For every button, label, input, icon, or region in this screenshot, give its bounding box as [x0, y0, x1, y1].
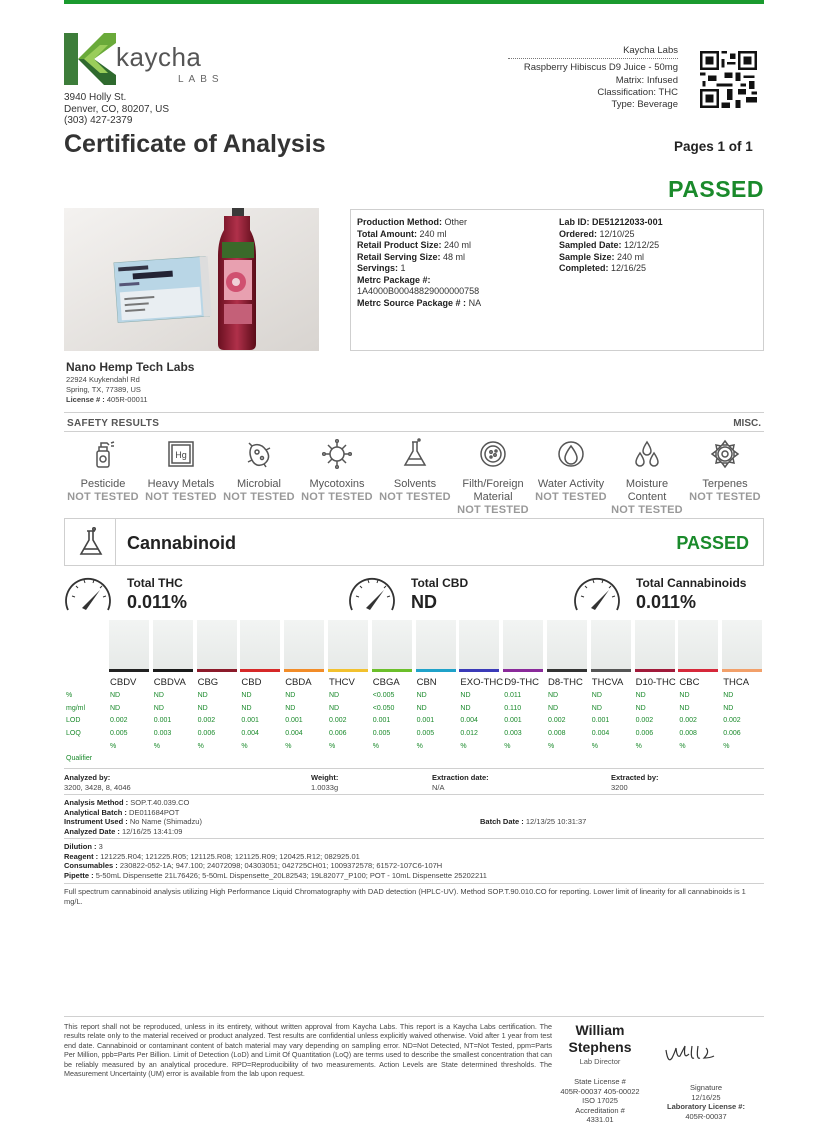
analyte-cell-loq: 0.005 [372, 730, 391, 737]
analyte-bar [416, 620, 456, 672]
row-label: % [66, 692, 73, 699]
analyte-cell-lod: 0.002 [110, 717, 128, 724]
analyte-cell-mgml: ND [591, 705, 602, 712]
pipette-label: Pipette : [64, 870, 94, 880]
analyte-cell-mgml: ND [548, 705, 559, 712]
batch-date [480, 817, 586, 827]
analyte-cell-pct: ND [153, 692, 164, 699]
analyte-color-line [591, 669, 631, 672]
analyte-cell-mgml: ND [416, 705, 427, 712]
completed-label: Completed: [559, 263, 609, 273]
analyte-color-line [197, 669, 237, 672]
divider [64, 794, 764, 795]
dilution-value: 3 [98, 842, 103, 851]
signature-label: Signature [689, 1083, 723, 1092]
analyte-cell-pct: ND [679, 692, 690, 699]
consumables-value: 230822-052-1A; 947.100; 24072098; 04303051; 042725CH01; 1009372578; 61572-107C6-107H [119, 861, 443, 870]
safety-status: NOT TESTED [145, 491, 217, 503]
weight-label: Weight: [311, 773, 339, 782]
analyte-cell-unit: % [635, 743, 642, 750]
divider [64, 768, 764, 769]
qr-code-icon[interactable] [700, 51, 757, 108]
lab-phone: (303) 427-2379 [64, 115, 133, 126]
virus-icon [321, 438, 353, 470]
spray-bottle-icon [87, 438, 119, 470]
analyte-cell-unit: % [285, 743, 292, 750]
total-cbd-value: ND [411, 592, 437, 612]
analyzed-by-value: 3200, 3428, 8, 4046 [64, 782, 131, 792]
safety-status: NOT TESTED [223, 491, 295, 503]
signer-first-name: William [575, 1022, 625, 1038]
extraction-value: N/A [432, 782, 445, 792]
analyte-cell-loq: 0.003 [153, 730, 172, 737]
client-address [66, 375, 148, 405]
analyte-bar [678, 620, 718, 672]
analyte-cell-loq: 0.004 [285, 730, 303, 737]
safety-status: NOT TESTED [457, 504, 529, 516]
analyte-name: CBGA [372, 677, 400, 688]
accreditation-label: Accreditation # [575, 1105, 625, 1115]
method-note: Full spectrum cannabinoid analysis utilizing High Performance Liquid Chromatography with DAD detection (HPLC-UV). Method SOP.T.90.010.CO for reporting. Lower limit of linearity for all cannabinoids is 1 mg/L. [64, 887, 746, 906]
signer-name [560, 1022, 640, 1056]
sampled-label: Sampled Date: [559, 240, 622, 250]
analyte-color-line [284, 669, 324, 672]
analyte-cell-pct: ND [635, 692, 646, 699]
analyte-cell-lod: 0.001 [591, 717, 610, 724]
sample-info-box [350, 209, 764, 351]
analyte-cell-unit: % [110, 743, 117, 750]
analyte-name: CBD [241, 677, 262, 688]
analyte-cell-pct: 0.011 [504, 692, 522, 699]
analyte-color-line [416, 669, 456, 672]
gauge-icon [62, 572, 114, 616]
analyte-cell-loq: 0.006 [197, 730, 216, 737]
analyzed-by-label: Analyzed by: [64, 773, 111, 782]
analyte-color-line [153, 669, 193, 672]
analyte-bar [153, 620, 193, 672]
safety-item-filth [454, 438, 532, 517]
retail-size-label: Retail Product Size: [357, 240, 442, 250]
analyte-bar [284, 620, 324, 672]
analyte-cell-pct: ND [460, 692, 471, 699]
divider [64, 883, 764, 884]
servings-label: Servings: [357, 263, 399, 273]
safety-results-heading: SAFETY RESULTS [67, 418, 160, 429]
lab-street: 3940 Holly St. [64, 92, 127, 103]
serving-size-label: Retail Serving Size: [357, 251, 441, 262]
extraction-date [432, 773, 489, 792]
ordered-value: 12/10/25 [599, 228, 635, 239]
serving-size-value: 48 ml [443, 251, 466, 262]
analyte-name: THCV [329, 677, 355, 688]
state-license-label: State License # [574, 1077, 626, 1086]
analyte-cell-unit: % [504, 743, 511, 750]
analyte-cell-unit: % [591, 743, 599, 750]
analyte-cell-lod: 0.002 [679, 717, 697, 724]
analyte-bar [197, 620, 237, 672]
analyte-name: D8-THC [548, 677, 583, 688]
row-label: mg/ml [66, 705, 86, 712]
consumables-label: Consumables : [64, 861, 118, 870]
sample-info-right [559, 217, 663, 275]
lab-id-label: Lab ID: [559, 217, 590, 227]
safety-label: Moisture Content [625, 478, 669, 503]
signer-role: Lab Director [579, 1057, 621, 1066]
lab-address [64, 92, 169, 127]
lab-city: Denver, CO, 80207, US [64, 103, 170, 115]
analyzed-by [64, 773, 131, 792]
analyte-cell-lod: 0.001 [153, 717, 172, 724]
safety-status: NOT TESTED [535, 491, 607, 503]
analyte-color-line [372, 669, 412, 672]
product-name: Raspberry Hibiscus D9 Juice - 50mg [523, 62, 678, 74]
analyte-cell-mgml: ND [197, 705, 208, 712]
analyte-name: EXO-THC [460, 677, 504, 688]
product-matrix: Matrix: Infused [615, 74, 678, 86]
safety-item-mycotoxins [298, 438, 376, 504]
safety-label: Water Activity [537, 478, 605, 490]
analyte-cell-loq: 0.006 [723, 730, 741, 737]
completed-value: 12/16/25 [611, 263, 647, 273]
analyte-cell-pct: ND [197, 692, 208, 699]
analyte-cell-lod: 0.002 [548, 717, 566, 724]
product-summary [508, 45, 678, 111]
total-cannabinoids-value: 0.011% [636, 592, 697, 612]
weight [311, 773, 338, 792]
analyte-cell-loq: 0.003 [504, 730, 522, 737]
total-thc-label: Total THC [127, 576, 183, 590]
lab-id-value: DE51212033-001 [592, 217, 663, 227]
analyte-color-line [503, 669, 543, 672]
extracted-by [611, 773, 659, 792]
analyte-cell-pct: ND [329, 692, 340, 699]
analyte-cell-lod: 0.002 [635, 717, 654, 724]
analyte-cell-pct: ND [110, 692, 121, 699]
analyte-cell-unit: % [153, 743, 161, 750]
client-license-label: License # : [66, 395, 105, 404]
safety-item-water-activity [532, 438, 610, 504]
metrc-source-label: Metrc Source Package # : [357, 297, 467, 308]
analyte-cell-pct: <0.005 [372, 692, 395, 699]
analyte-cell-unit: % [197, 743, 204, 750]
safety-item-pesticide [64, 438, 142, 504]
safety-status: NOT TESTED [67, 491, 139, 503]
misc-heading: MISC. [733, 418, 761, 429]
flask-icon [77, 527, 105, 557]
analyte-color-line [722, 669, 762, 672]
analyte-cell-mgml: ND [110, 705, 121, 712]
analyte-cell-unit: % [329, 743, 336, 750]
analyte-cell-lod: 0.001 [241, 717, 259, 724]
dilution-label: Dilution : [64, 842, 97, 851]
safety-status: NOT TESTED [689, 491, 761, 503]
production-method-value: Other [444, 217, 468, 227]
analyte-cell-mgml: ND [153, 705, 164, 712]
divider [64, 1016, 764, 1017]
analyte-name: CBC [679, 677, 700, 688]
client-city: Spring, TX, 77389, US [66, 385, 141, 394]
terpene-icon [709, 438, 741, 470]
analyte-cell-mgml: 0.110 [504, 705, 522, 712]
client-street: 22924 Kuykendahl Rd [66, 375, 140, 384]
hg-icon [165, 438, 197, 470]
signer-licenses [552, 1077, 648, 1125]
total-cannabinoids-label: Total Cannabinoids [636, 576, 747, 590]
analyte-cell-lod: 0.001 [416, 717, 435, 724]
analyte-name: D10-THC [635, 677, 676, 688]
safety-label: Terpenes [702, 478, 748, 490]
analyte-cell-loq: 0.004 [591, 730, 610, 737]
state-license-value: 405R-00037 405-00022 [560, 1086, 640, 1096]
analyte-cell-loq: 0.005 [110, 730, 128, 737]
signer-last-name: Stephens [568, 1039, 632, 1055]
kaycha-logo-icon [64, 33, 116, 85]
iso-standard: ISO 17025 [582, 1096, 618, 1106]
reagent-block [64, 842, 764, 880]
analyte-cell-pct: ND [241, 692, 252, 699]
disclaimer-text: This report shall not be reproduced, unless in its entirety, without written approval from Kaycha Labs. This report is a Kaycha Labs certification. The results relate only to the material received or product analyzed. Test results are confidential unless explicitly waived otherwise. Void after 1 year from test end date. Cannabinoid or contaminant content of batch material may vary depending on sampling error. ND=Not Detected, NT=Not Tested, ppm=Parts Per Million, ppb=Parts Per Billion. Limit of Detection (LoD) and Limit Of Quantitation (LoQ) are terms used to describe the smallest concentration that can be reliably measured by an analytical procedure. RPD=Reproducibility of two measurements. Action Levels are State determined thresholds. The Measurement Uncertainty (UM) error is available from the lab upon request. [64, 1022, 552, 1079]
analyte-name: THCVA [591, 677, 624, 688]
signature-date: 12/16/25 [691, 1092, 721, 1102]
analyte-name: CBDA [285, 677, 312, 688]
divider [64, 838, 764, 839]
cannabinoid-section-header [64, 518, 764, 566]
method-block [64, 798, 202, 836]
analyte-cell-loq: 0.006 [635, 730, 654, 737]
servings-value: 1 [400, 263, 406, 273]
analyte-cell-mgml: ND [679, 705, 690, 712]
analyte-cell-mgml: ND [329, 705, 340, 712]
row-label: LOD [66, 717, 81, 724]
analyte-color-line [240, 669, 280, 672]
product-classification: Classification: THC [597, 86, 678, 98]
analyte-cell-lod: 0.001 [504, 717, 522, 724]
safety-label: Heavy Metals [147, 478, 215, 490]
droplets-icon [631, 438, 663, 470]
analyte-cell-mgml: ND [635, 705, 646, 712]
product-type: Type: Beverage [611, 99, 678, 111]
analyte-cell-unit: % [679, 743, 686, 750]
analyte-cell-lod: 0.002 [329, 717, 347, 724]
ordered-label: Ordered: [559, 228, 598, 239]
analyte-color-line [328, 669, 368, 672]
analyte-color-line [678, 669, 718, 672]
analyte-bar [328, 620, 368, 672]
client-name: Nano Hemp Tech Labs [66, 360, 195, 374]
safety-item-terpenes [686, 438, 764, 504]
batch-value: DE011684POT [129, 807, 180, 817]
analyte-bar [240, 620, 280, 672]
analyte-cell-loq: 0.006 [329, 730, 347, 737]
row-label: Qualifier [66, 755, 93, 762]
safety-item-solvents [376, 438, 454, 504]
metrc-source-value: NA [468, 297, 482, 308]
safety-item-moisture [608, 438, 686, 517]
pipette-value: 5-50mL Dispensette 21L76426; 5-50mL Dispensette_20L82543; 19L82077_P100; POT - 10mL Dispensette 25202211 [95, 870, 487, 880]
analyte-cell-unit: % [460, 743, 467, 750]
analyte-cell-mgml: ND [723, 705, 734, 712]
analyte-cell-loq: 0.008 [548, 730, 566, 737]
analyte-cell-lod: 0.001 [372, 717, 391, 724]
method-value: SOP.T.40.039.CO [130, 798, 190, 807]
analyte-color-line [459, 669, 499, 672]
analyte-name: CBDVA [153, 677, 186, 688]
logo-subtitle: LABS [178, 74, 224, 85]
sample-size-label: Sample Size: [559, 251, 615, 262]
extracted-by-label: Extracted by: [611, 773, 659, 782]
analyte-bar [591, 620, 631, 672]
divider [64, 431, 764, 432]
analyte-name: CBDV [110, 677, 137, 688]
safety-status: NOT TESTED [301, 491, 373, 503]
microbe-icon [243, 438, 275, 470]
product-photo [64, 208, 319, 351]
analyte-cell-mgml: <0.050 [372, 705, 395, 712]
analyte-bar [547, 620, 587, 672]
lab-license-value: 405R-00037 [685, 1111, 727, 1121]
flask-icon [399, 438, 431, 470]
analyte-color-line [547, 669, 587, 672]
analyte-cell-mgml: ND [460, 705, 471, 712]
analyzed-date-label: Analyzed Date : [64, 826, 120, 836]
analyte-cell-unit: % [372, 743, 380, 750]
instrument-label: Instrument Used : [64, 817, 128, 826]
analyte-bar [372, 620, 412, 672]
analyte-cell-mgml: ND [285, 705, 296, 712]
lab-license-label: Laboratory License #: [667, 1102, 745, 1112]
analyte-name: CBN [416, 677, 437, 688]
safety-item-microbial [220, 438, 298, 504]
sample-size-value: 240 ml [617, 251, 645, 262]
batch-label: Analytical Batch : [64, 807, 127, 817]
safety-item-heavy-metals [142, 438, 220, 504]
analyte-name: CBG [197, 677, 219, 688]
analyte-bar [503, 620, 543, 672]
reagent-label: Reagent : [64, 851, 99, 861]
analyte-cell-unit: % [723, 743, 730, 750]
metrc-label: Metrc Package #: [357, 274, 431, 285]
total-thc-value: 0.011% [127, 592, 188, 612]
sampled-value: 12/12/25 [624, 240, 660, 250]
weight-value: 1.0033g [311, 782, 339, 792]
signature-block [656, 1083, 756, 1121]
analyte-color-line [635, 669, 675, 672]
extracted-by-value: 3200 [611, 782, 628, 792]
analyte-cell-pct: ND [285, 692, 296, 699]
analyte-bar [109, 620, 149, 672]
analyte-cell-loq: 0.012 [460, 730, 478, 737]
analyte-cell-unit: % [241, 743, 248, 750]
page-count: Pages 1 of 1 [674, 139, 753, 154]
analyte-cell-pct: ND [548, 692, 559, 699]
analyte-name: THCA [723, 677, 750, 688]
extraction-label: Extraction date: [432, 773, 489, 782]
analyte-cell-unit: % [416, 743, 423, 750]
method-label: Analysis Method : [64, 798, 129, 807]
product-lab-name: Kaycha Labs [508, 45, 678, 59]
analyte-color-line [109, 669, 149, 672]
analyte-cell-loq: 0.008 [679, 730, 697, 737]
safety-status: NOT TESTED [379, 491, 451, 503]
production-method-label: Production Method: [357, 217, 442, 227]
batch-date-value: 12/13/25 10:31:37 [525, 817, 587, 826]
page-title: Certificate of Analysis [64, 130, 326, 158]
total-cbd-label: Total CBD [411, 576, 469, 590]
analyte-bar [635, 620, 675, 672]
row-label: LOQ [66, 730, 81, 737]
safety-status: NOT TESTED [611, 504, 683, 516]
analyte-cell-mgml: ND [241, 705, 252, 712]
analyte-cell-lod: 0.002 [197, 717, 216, 724]
analyzed-date-value: 12/16/25 13:41:09 [121, 826, 183, 836]
instrument-value: No Name (Shimadzu) [129, 817, 202, 826]
top-accent-bar [64, 0, 764, 4]
analyte-cell-pct: ND [416, 692, 427, 699]
divider [115, 519, 116, 565]
magnifier-icon [477, 438, 509, 470]
analyte-cell-pct: ND [723, 692, 734, 699]
analyte-bar [459, 620, 499, 672]
reagent-value: 121225.R04; 121225.R05; 121125.R08; 121125.R09; 120425.R12; 082925.01 [100, 851, 360, 861]
total-amount-label: Total Amount: [357, 228, 417, 239]
svg-text:Hg: Hg [175, 450, 187, 460]
gauge-icon [571, 572, 623, 616]
logo-wordmark: kaycha [116, 42, 202, 72]
safety-label: Microbial [236, 478, 281, 490]
analyte-cell-pct: ND [591, 692, 602, 699]
sample-info-left [357, 217, 481, 309]
water-drop-icon [555, 438, 587, 470]
total-amount-value: 240 ml [419, 228, 447, 239]
cannabinoid-status: PASSED [676, 533, 749, 553]
retail-size-value: 240 ml [444, 240, 472, 250]
analyte-cell-lod: 0.002 [723, 717, 741, 724]
safety-label: Pesticide [80, 478, 126, 490]
analyte-cell-unit: % [548, 743, 555, 750]
safety-label: Filth/Foreign Material [462, 478, 524, 503]
client-license-value: 405R-00011 [106, 395, 148, 404]
gauge-icon [346, 572, 398, 616]
analyte-name: D9-THC [504, 677, 540, 688]
safety-label: Solvents [393, 478, 437, 490]
analyte-cell-loq: 0.004 [241, 730, 259, 737]
analyte-bar [722, 620, 762, 672]
analyte-cell-lod: 0.004 [460, 717, 478, 724]
batch-date-label: Batch Date : [480, 817, 524, 826]
analyte-cell-lod: 0.001 [285, 717, 303, 724]
handwritten-signature [662, 1040, 722, 1070]
accreditation-value: 4331.01 [586, 1115, 614, 1125]
divider [64, 412, 764, 413]
cannabinoid-title: Cannabinoid [127, 533, 236, 553]
metrc-value: 1A4000B00048829000000758 [357, 286, 480, 296]
analyte-cell-loq: 0.005 [416, 730, 435, 737]
safety-label: Mycotoxins [309, 478, 365, 490]
overall-status-badge: PASSED [668, 176, 764, 202]
